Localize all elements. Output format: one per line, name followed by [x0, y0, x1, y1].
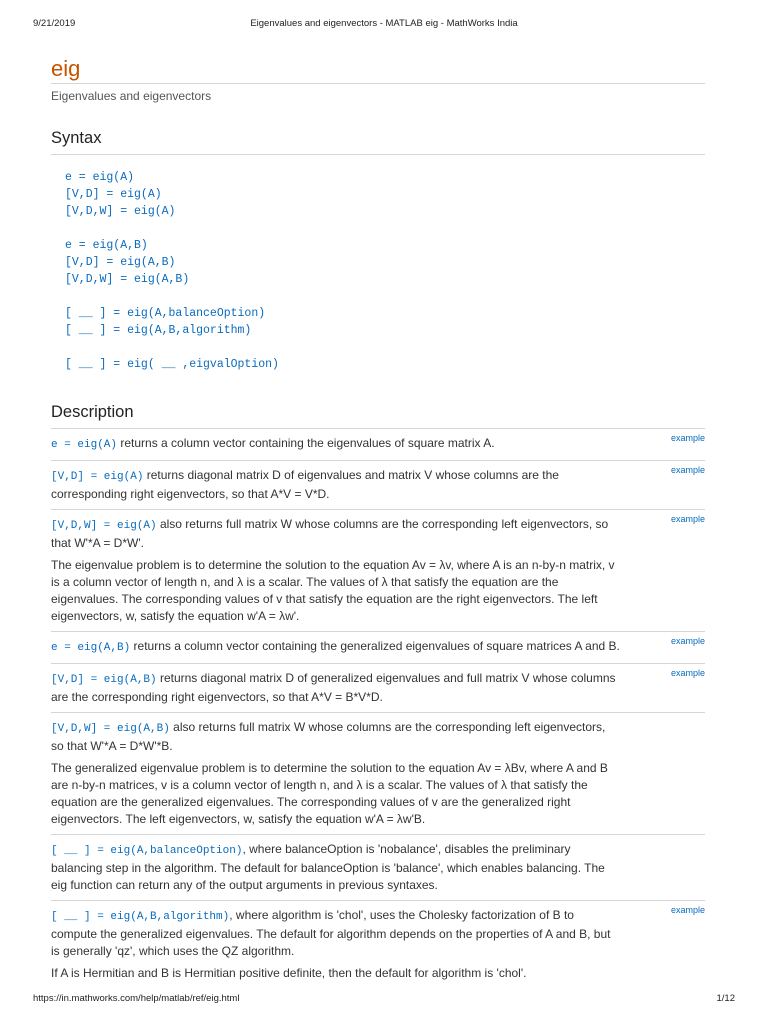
page-title: eig — [51, 56, 81, 81]
syntax-group — [65, 169, 705, 220]
print-url: https://in.mathworks.com/help/matlab/ref/eig.html — [33, 993, 240, 1004]
description-item — [51, 510, 705, 632]
description-item — [51, 835, 705, 901]
syntax-line[interactable]: [ __ ] = eig(A,B,algorithm) — [65, 324, 252, 337]
description-text — [51, 467, 621, 503]
example-link[interactable]: example — [670, 465, 705, 475]
example-link[interactable]: example — [670, 433, 705, 443]
description-text — [51, 719, 621, 755]
description-syntax[interactable]: [ __ ] = eig(A,B,algorithm) — [51, 911, 230, 923]
page-purpose: Eigenvalues and eigenvectors — [51, 89, 212, 103]
description-heading: Description — [51, 403, 134, 421]
description-text — [51, 638, 621, 657]
description-body: also returns full matrix W whose columns are the corresponding left eigenvectors, so that W'*A = D*W'*B. — [51, 720, 606, 753]
example-link[interactable]: example — [670, 636, 705, 646]
description-item — [51, 632, 705, 664]
description-text — [51, 435, 621, 454]
description-text — [51, 670, 621, 706]
syntax-list — [51, 169, 705, 373]
description-item — [51, 901, 705, 988]
syntax-line[interactable]: e = eig(A) — [65, 171, 135, 184]
description-text — [51, 907, 621, 960]
description-body: returns a column vector containing the generalized eigenvalues of square matrices A and B. — [130, 639, 620, 653]
description-body: , where algorithm is 'chol', uses the Cholesky factorization of B to compute the generalized eigenvalues. The default for algorithm depends on the properties of A and B, but is generally 'qz', which uses the QZ algorithm. — [51, 908, 611, 958]
description-body: returns diagonal matrix D of generalized eigenvalues and full matrix V whose columns are the corresponding right eigenvectors, so that A*V = B*V*D. — [51, 671, 616, 704]
syntax-line[interactable]: [V,D] = eig(A,B) — [65, 256, 176, 269]
syntax-divider — [51, 154, 705, 155]
syntax-group — [65, 305, 705, 339]
description-text — [51, 841, 621, 894]
description-body: also returns full matrix W whose columns are the corresponding left eigenvectors, so that W'*A = D*W'. — [51, 517, 609, 550]
syntax-group — [65, 237, 705, 288]
syntax-heading: Syntax — [51, 129, 102, 147]
syntax-line[interactable]: [ __ ] = eig(A,balanceOption) — [65, 307, 266, 320]
example-link[interactable]: example — [670, 668, 705, 678]
description-body: returns a column vector containing the eigenvalues of square matrix A. — [117, 436, 495, 450]
description-syntax[interactable]: [ __ ] = eig(A,balanceOption) — [51, 845, 243, 857]
description-syntax[interactable]: e = eig(A,B) — [51, 642, 131, 654]
description-note: The eigenvalue problem is to determine the solution to the equation Av = λv, where A is an n-by-n matrix, v is a column vector of length n, and λ is a scalar. The values of λ that satisfy the equation are the eigenvalues. The corresponding values of v that satisfy the equation are the right eigenvectors. The left eigenvectors, w, satisfy the equation w'A = λw'. — [51, 558, 615, 623]
description-syntax[interactable]: [V,D] = eig(A) — [51, 471, 144, 483]
description-body: , where balanceOption is 'nobalance', disables the preliminary balancing step in the algorithm. The default for balanceOption is 'balance', which enables balancing. The eig function can return any of the output arguments in previous syntaxes. — [51, 842, 605, 892]
print-title: Eigenvalues and eigenvectors - MATLAB eig - MathWorks India — [250, 18, 518, 29]
description-syntax[interactable]: e = eig(A) — [51, 439, 118, 451]
print-date: 9/21/2019 — [33, 18, 76, 29]
syntax-line[interactable]: [V,D,W] = eig(A,B) — [65, 273, 190, 286]
description-syntax[interactable]: [V,D] = eig(A,B) — [51, 674, 157, 686]
page-number: 1/12 — [716, 993, 735, 1004]
description-body: returns diagonal matrix D of eigenvalues and matrix V whose columns are the corresponding right eigenvectors, so that A*V = V*D. — [51, 468, 559, 501]
description-note: The generalized eigenvalue problem is to determine the solution to the equation Av = λBv, where A and B are n-by-n matrices, v is a column vector of length n, and λ is a scalar. The values of λ that satisfy the equation are the generalized eigenvalues. The corresponding values of v are the generalized right eigenvectors. The left eigenvectors, w, satisfy the equation w'A = λw'B. — [51, 761, 608, 826]
doc-content — [51, 55, 705, 988]
syntax-group — [65, 356, 705, 373]
example-link[interactable]: example — [670, 514, 705, 524]
description-syntax[interactable]: [V,D,W] = eig(A,B) — [51, 723, 170, 735]
example-link[interactable]: example — [670, 905, 705, 915]
description-note: If A is Hermitian and B is Hermitian positive definite, then the default for algorithm is 'chol'. — [51, 966, 527, 980]
description-text — [51, 516, 621, 552]
description-item — [51, 713, 705, 835]
syntax-line[interactable]: e = eig(A,B) — [65, 239, 148, 252]
syntax-line[interactable]: [V,D,W] = eig(A) — [65, 205, 176, 218]
description-item — [51, 664, 705, 713]
description-item — [51, 461, 705, 510]
description-item — [51, 429, 705, 461]
title-divider — [51, 83, 705, 84]
syntax-line[interactable]: [V,D] = eig(A) — [65, 188, 162, 201]
description-syntax[interactable]: [V,D,W] = eig(A) — [51, 520, 157, 532]
syntax-line[interactable]: [ __ ] = eig( __ ,eigvalOption) — [65, 358, 279, 371]
